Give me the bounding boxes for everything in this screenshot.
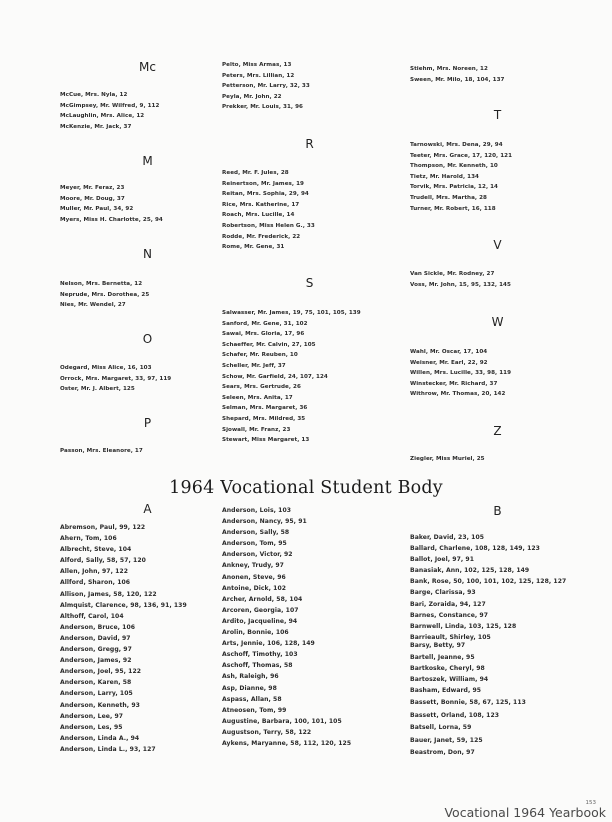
section-letter: B xyxy=(493,504,502,518)
list-item: Arolin, Bonnie, 106 xyxy=(222,629,289,637)
list-item: Schow, Mr. Garfield, 24, 107, 124 xyxy=(222,373,328,380)
list-item: Bank, Rose, 50, 100, 101, 102, 125, 128, 127 xyxy=(410,578,567,586)
list-item: Beastrom, Don, 97 xyxy=(410,749,475,757)
section-letter: S xyxy=(305,276,314,290)
entry-list xyxy=(222,60,310,113)
list-item: McKenzie, Mr. Jack, 37 xyxy=(60,123,132,130)
list-item: Asp, Dianne, 98 xyxy=(222,684,277,692)
list-item: Teeter, Mrs. Grace, 17, 120, 121 xyxy=(410,152,513,159)
list-item: Anderson, Les, 95 xyxy=(60,723,123,731)
list-item: Odegard, Miss Alice, 16, 103 xyxy=(60,365,152,371)
list-item: Nies, Mr. Wendel, 27 xyxy=(60,302,126,309)
list-item: Sanford, Mr. Gene, 31, 102 xyxy=(222,320,308,327)
list-item: Peters, Mrs. Lillian, 12 xyxy=(222,72,295,79)
list-item: Sween, Mr. Milo, 18, 104, 137 xyxy=(410,76,505,83)
list-item: Rome, Mr. Gene, 31 xyxy=(222,244,285,251)
list-item: Passon, Mrs. Eleanore, 17 xyxy=(60,448,143,454)
list-item: Voss, Mr. John, 15, 95, 132, 145 xyxy=(410,281,511,288)
list-item: Pelto, Miss Armas, 13 xyxy=(222,62,292,68)
section-letter: O xyxy=(142,332,153,346)
section-letter: Z xyxy=(493,424,502,438)
list-item: Althoff, Carol, 104 xyxy=(60,612,124,620)
list-item: Baker, David, 23, 105 xyxy=(410,534,485,541)
list-item: Archer, Arnold, 58, 104 xyxy=(222,595,303,603)
list-item: Reed, Mr. F. Jules, 28 xyxy=(222,170,289,176)
list-item: Turner, Mr. Robert, 16, 118 xyxy=(410,205,496,212)
list-item: Anderson, Kenneth, 93 xyxy=(60,701,140,709)
section-letter: M xyxy=(142,154,153,168)
list-item: Aschoff, Timothy, 103 xyxy=(222,651,298,659)
list-item: Bartell, Jeanne, 95 xyxy=(410,653,475,661)
list-item: Bartoszek, William, 94 xyxy=(410,676,489,684)
list-item: Anderson, Lee, 97 xyxy=(60,712,124,720)
list-item: Trudell, Mrs. Martha, 28 xyxy=(410,194,487,201)
watermark: Vocational 1964 Yearbook xyxy=(444,805,606,820)
list-item: Allen, John, 97, 122 xyxy=(60,568,129,576)
list-item: McCue, Mrs. Nyla, 12 xyxy=(60,92,128,98)
entry-list xyxy=(222,308,361,446)
list-item: Moore, Mr. Doug, 37 xyxy=(60,195,125,202)
list-item: Weisner, Mr. Earl, 22, 92 xyxy=(410,359,488,366)
list-item: Basham, Edward, 95 xyxy=(410,687,482,695)
list-item: Banasiak, Ann, 102, 125, 128, 149 xyxy=(410,567,530,575)
list-item: Barge, Clarissa, 93 xyxy=(410,589,476,597)
list-item: Winstecker, Mr. Richard, 37 xyxy=(410,380,498,387)
list-item: Tietz, Mr. Harold, 134 xyxy=(410,173,479,180)
entry-list xyxy=(60,363,171,395)
list-item: Arcoren, Georgia, 107 xyxy=(222,606,299,614)
page-title: 1964 Vocational Student Body xyxy=(169,478,443,498)
list-item: Alford, Sally, 58, 57, 120 xyxy=(60,557,146,565)
list-item: Barsy, Betty, 97 xyxy=(410,641,466,649)
list-item: Myers, Miss H. Charlotte, 25, 94 xyxy=(60,216,163,223)
list-item: Tarnowski, Mrs. Dena, 29, 94 xyxy=(410,142,503,148)
list-item: Neprude, Mrs. Dorothea, 25 xyxy=(60,291,150,298)
list-item: Anderson, Tom, 95 xyxy=(222,540,287,548)
list-item: Oster, Mr. J. Albert, 125 xyxy=(60,386,135,393)
list-item: Seleen, Mrs. Anita, 17 xyxy=(222,394,293,401)
list-item: Anderson, Lois, 103 xyxy=(222,507,292,514)
entry-list xyxy=(410,140,512,214)
entry-list xyxy=(410,532,566,760)
section-letter: R xyxy=(305,137,314,151)
list-item: Anderson, David, 97 xyxy=(60,634,131,642)
list-item: Anonen, Steve, 96 xyxy=(222,573,286,581)
section-letter: T xyxy=(493,108,502,122)
list-item: Barrieault, Shirley, 105 xyxy=(410,633,491,641)
list-item: Scheller, Mr. Jeff, 37 xyxy=(222,362,286,369)
list-item: Salwasser, Mr. James, 19, 75, 101, 105, 139 xyxy=(222,310,361,316)
list-item: Batsell, Lorna, 59 xyxy=(410,724,472,732)
section-letter: N xyxy=(143,247,152,261)
list-item: Ankney, Trudy, 97 xyxy=(222,562,284,570)
list-item: Anderson, Bruce, 106 xyxy=(60,623,136,631)
list-item: Shepard, Mrs. Mildred, 35 xyxy=(222,415,306,422)
list-item: Allford, Sharon, 106 xyxy=(60,579,131,587)
list-item: Antoine, Dick, 102 xyxy=(222,584,287,592)
entry-list xyxy=(410,64,505,85)
section-letter: A xyxy=(143,502,152,516)
list-item: Bartkoske, Cheryl, 98 xyxy=(410,664,485,672)
entry-list xyxy=(410,454,485,465)
page-number: 153 xyxy=(585,800,596,806)
list-item: Stiehm, Mrs. Noreen, 12 xyxy=(410,66,488,72)
section-letter: Mc xyxy=(139,60,156,74)
list-item: Bassett, Orland, 108, 123 xyxy=(410,711,500,719)
list-item: Ballot, Joel, 97, 91 xyxy=(410,556,474,564)
list-item: Anderson, Linda A., 94 xyxy=(60,734,140,742)
list-item: Allison, James, 58, 120, 122 xyxy=(60,590,157,598)
list-item: Robertson, Miss Helen G., 33 xyxy=(222,222,315,229)
list-item: Barnwell, Linda, 103, 125, 128 xyxy=(410,622,517,630)
list-item: Ardito, Jacqueline, 94 xyxy=(222,617,298,625)
list-item: Selman, Mrs. Margaret, 36 xyxy=(222,405,308,412)
list-item: Anderson, Larry, 105 xyxy=(60,690,133,698)
list-item: Rodde, Mr. Frederick, 22 xyxy=(222,233,301,240)
list-item: Atneosen, Tom, 99 xyxy=(222,706,287,714)
list-item: Thompson, Mr. Kenneth, 10 xyxy=(410,163,498,170)
list-item: Nelson, Mrs. Bernetta, 12 xyxy=(60,281,143,287)
list-item: Anderson, Victor, 92 xyxy=(222,551,293,559)
list-item: Aykens, Maryanne, 58, 112, 120, 125 xyxy=(222,739,352,747)
list-item: Wahl, Mr. Oscar, 17, 104 xyxy=(410,349,488,355)
list-item: Ahern, Tom, 106 xyxy=(60,535,117,543)
list-item: Meyer, Mr. Feraz, 23 xyxy=(60,185,125,191)
list-item: Anderson, Karen, 58 xyxy=(60,679,132,687)
list-item: Anderson, James, 92 xyxy=(60,657,132,665)
list-item: Bauer, Janet, 59, 125 xyxy=(410,736,483,744)
entry-list xyxy=(410,347,511,400)
list-item: Barnes, Constance, 97 xyxy=(410,611,488,619)
list-item: Arts, Jennie, 106, 128, 149 xyxy=(222,640,315,648)
list-item: Anderson, Linda L., 93, 127 xyxy=(60,745,156,753)
list-item: Orrock, Mrs. Margaret, 33, 97, 119 xyxy=(60,375,172,382)
list-item: Anderson, Nancy, 95, 91 xyxy=(222,518,307,526)
list-item: Schaeffer, Mr. Calvin, 27, 105 xyxy=(222,341,316,348)
list-item: Stewart, Miss Margaret, 13 xyxy=(222,437,310,444)
list-item: Augustson, Terry, 58, 122 xyxy=(222,728,312,736)
list-item: Ziegler, Miss Muriel, 25 xyxy=(410,456,485,462)
list-item: McGimpsey, Mr. Wilfred, 9, 112 xyxy=(60,102,160,109)
list-item: Sawai, Mrs. Gloria, 17, 96 xyxy=(222,331,305,338)
entry-list xyxy=(410,269,511,290)
section-letter: V xyxy=(493,238,502,252)
entry-list xyxy=(60,90,159,132)
list-item: Albrecht, Steve, 104 xyxy=(60,546,132,554)
list-item: Peyla, Mr. John, 22 xyxy=(222,93,282,100)
list-item: Rice, Mrs. Katherine, 17 xyxy=(222,201,300,208)
list-item: Aspass, Allan, 58 xyxy=(222,695,282,703)
list-item: Roach, Mrs. Lucille, 14 xyxy=(222,212,295,219)
section-letter: P xyxy=(143,416,152,430)
list-item: McLaughlin, Mrs. Alice, 12 xyxy=(60,113,145,120)
list-item: Petterson, Mr. Larry, 32, 33 xyxy=(222,83,310,90)
section-letter: W xyxy=(491,315,504,329)
list-item: Anderson, Sally, 58 xyxy=(222,529,290,537)
list-item: Prekker, Mr. Louis, 31, 96 xyxy=(222,104,303,111)
list-item: Ballard, Charlene, 108, 128, 149, 123 xyxy=(410,545,540,553)
list-item: Torvik, Mrs. Patricia, 12, 14 xyxy=(410,184,499,191)
list-item: Reinertson, Mr. James, 19 xyxy=(222,180,304,187)
list-item: Bassett, Bonnie, 58, 67, 125, 113 xyxy=(410,699,526,707)
list-item: Bari, Zoraida, 94, 127 xyxy=(410,600,486,608)
list-item: Augustine, Barbara, 100, 101, 105 xyxy=(222,717,342,725)
entry-list xyxy=(60,522,187,755)
list-item: Abremson, Paul, 99, 122 xyxy=(60,524,146,531)
entry-list xyxy=(60,279,149,311)
list-item: Muller, Mr. Paul, 34, 92 xyxy=(60,206,134,213)
list-item: Anderson, Joel, 95, 122 xyxy=(60,668,142,676)
list-item: Aschoff, Thomas, 58 xyxy=(222,662,293,670)
list-item: Willen, Mrs. Lucille, 33, 98, 119 xyxy=(410,370,512,377)
list-item: Reitan, Mrs. Sophia, 29, 94 xyxy=(222,191,309,198)
list-item: Anderson, Gregg, 97 xyxy=(60,646,132,654)
list-item: Ash, Raleigh, 96 xyxy=(222,673,279,681)
list-item: Sjowall, Mr. Franz, 23 xyxy=(222,426,291,433)
list-item: Almquist, Clarence, 98, 136, 91, 139 xyxy=(60,601,187,609)
list-item: Sears, Mrs. Gertrude, 26 xyxy=(222,384,301,391)
list-item: Withrow, Mr. Thomas, 20, 142 xyxy=(410,391,506,398)
entry-list xyxy=(60,183,163,225)
entry-list xyxy=(222,505,351,749)
entry-list xyxy=(60,446,143,457)
list-item: Van Sickle, Mr. Rodney, 27 xyxy=(410,271,495,277)
entry-list xyxy=(222,168,315,253)
list-item: Schafer, Mr. Reuben, 10 xyxy=(222,352,298,359)
